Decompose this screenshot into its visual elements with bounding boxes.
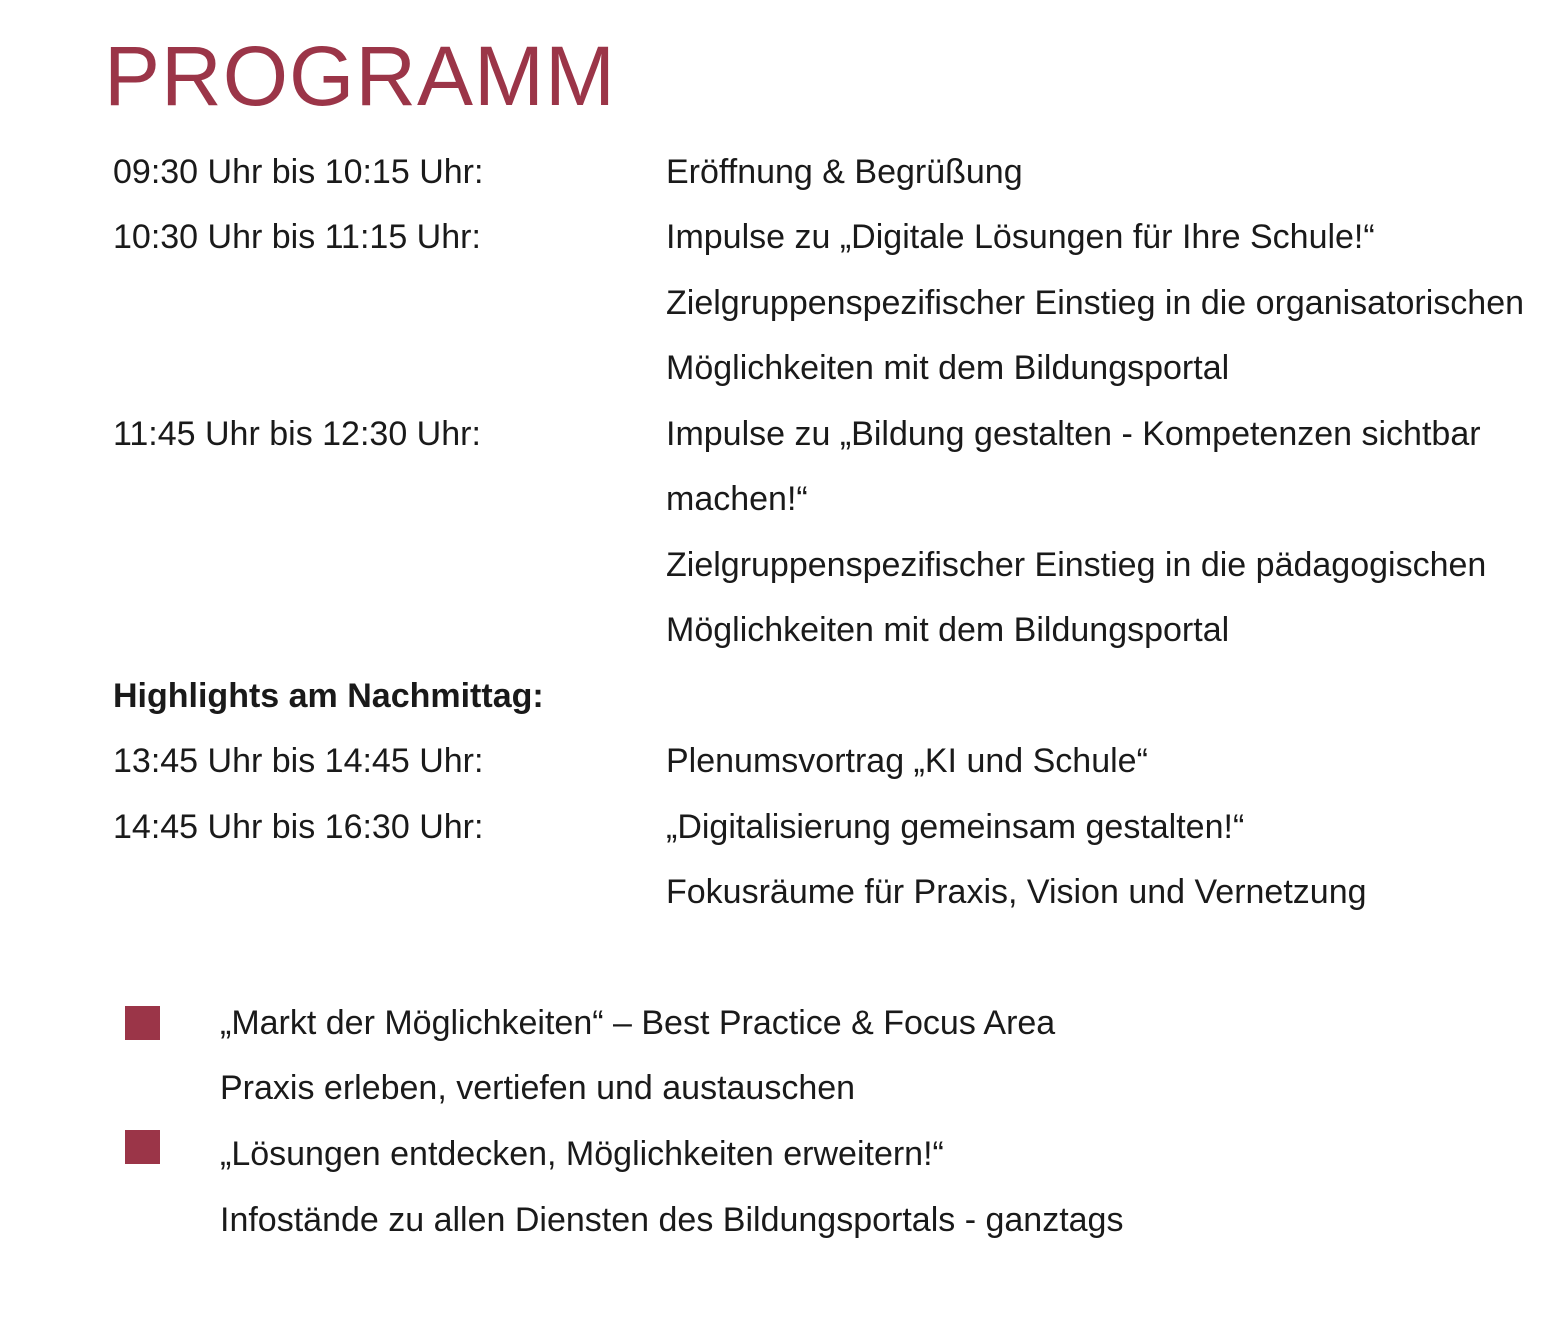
schedule-description: Impulse zu „Digitale Lösungen für Ihre Schule!“ bbox=[666, 218, 1375, 256]
schedule-description: Impulse zu „Bildung gestalten - Kompetenzen sichtbar bbox=[666, 415, 1481, 453]
schedule-description: Plenumsvortrag „KI und Schule“ bbox=[666, 742, 1148, 780]
schedule-description: Eröffnung & Begrüßung bbox=[666, 153, 1023, 191]
schedule-description: machen!“ bbox=[666, 480, 808, 518]
highlight-title: „Lösungen entdecken, Möglichkeiten erweitern!“ bbox=[220, 1135, 944, 1173]
schedule-time: 10:30 Uhr bis 11:15 Uhr: bbox=[113, 218, 481, 256]
bullet-square-icon bbox=[125, 1130, 160, 1164]
schedule-time: 13:45 Uhr bis 14:45 Uhr: bbox=[113, 742, 484, 780]
schedule-time: 11:45 Uhr bis 12:30 Uhr: bbox=[113, 415, 481, 453]
schedule-description: Fokusräume für Praxis, Vision und Vernetzung bbox=[666, 873, 1367, 911]
highlight-description: Infostände zu allen Diensten des Bildungsportals - ganztags bbox=[220, 1201, 1124, 1239]
schedule-time: 14:45 Uhr bis 16:30 Uhr: bbox=[113, 808, 484, 846]
highlight-description: Praxis erleben, vertiefen und austauschen bbox=[220, 1069, 856, 1107]
afternoon-heading: Highlights am Nachmittag: bbox=[113, 677, 544, 715]
highlight-title: „Markt der Möglichkeiten“ – Best Practice & Focus Area bbox=[220, 1004, 1056, 1042]
schedule-description: Möglichkeiten mit dem Bildungsportal bbox=[666, 611, 1230, 649]
schedule-description: Zielgruppenspezifischer Einstieg in die organisatorischen bbox=[666, 284, 1525, 322]
bullet-square-icon bbox=[125, 1006, 160, 1040]
schedule-time: 09:30 Uhr bis 10:15 Uhr: bbox=[113, 153, 484, 191]
schedule-description: „Digitalisierung gemeinsam gestalten!“ bbox=[666, 808, 1245, 846]
schedule-description: Zielgruppenspezifischer Einstieg in die pädagogischen bbox=[666, 546, 1487, 584]
page-title: PROGRAMM bbox=[104, 29, 616, 123]
schedule-description: Möglichkeiten mit dem Bildungsportal bbox=[666, 349, 1230, 387]
